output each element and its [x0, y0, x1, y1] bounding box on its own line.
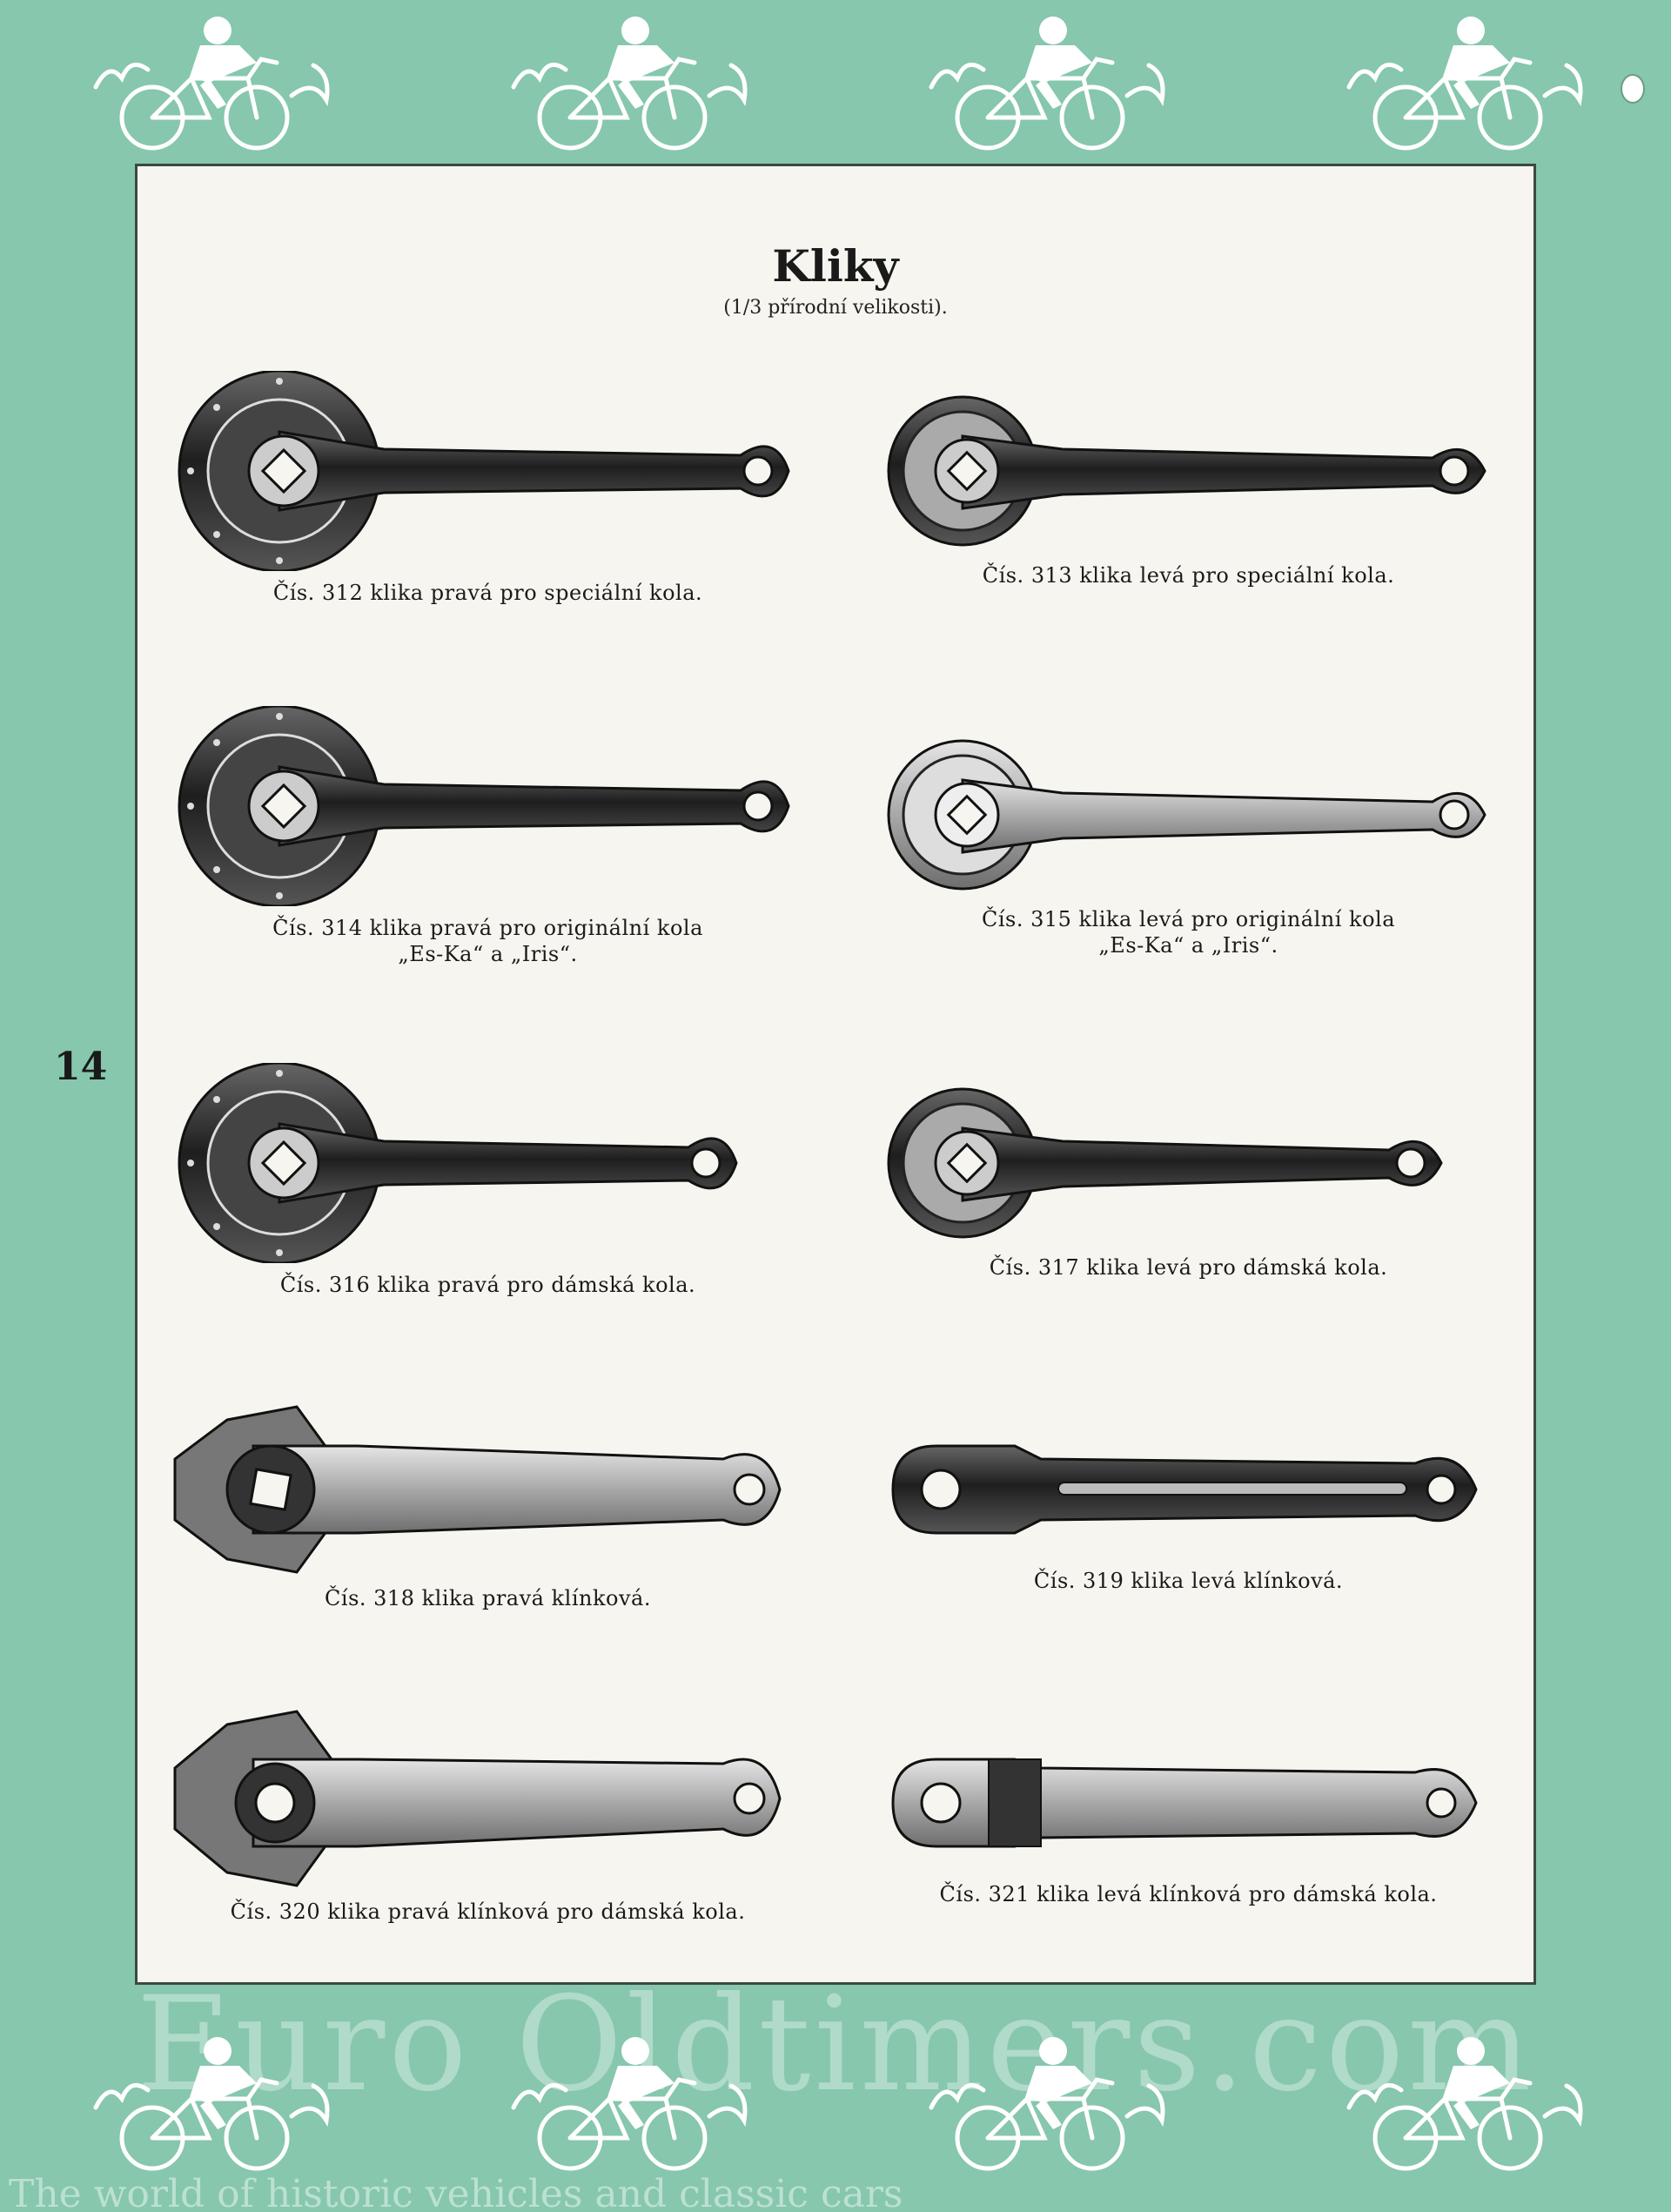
- catalog-item: [838, 1080, 1539, 1281]
- cyclist-illustration-icon: [496, 9, 757, 157]
- crank-left-round-icon: [876, 1080, 1502, 1246]
- crank-right-disc-icon: [166, 371, 810, 571]
- catalog-item: [138, 1707, 838, 1925]
- item-caption: [138, 915, 838, 967]
- catalog-item: [138, 1402, 838, 1611]
- item-caption: [838, 906, 1539, 958]
- watermark-tagline: The world of historic vehicles and classic cars: [9, 2172, 903, 2212]
- catalog-item: [138, 371, 838, 606]
- catalog-item: [838, 1733, 1539, 1907]
- crank-left-round-icon: [876, 388, 1502, 554]
- page-subtitle: (1/3 přírodní velikosti).: [723, 297, 948, 319]
- crank-right-cotter-icon: [166, 1707, 810, 1890]
- page-title: Kliky: [772, 240, 899, 292]
- item-caption: Čís. 316 klika pravá pro dámská kola.: [279, 1273, 696, 1297]
- crank-right-disc-icon: [166, 1063, 810, 1263]
- item-caption: Čís. 317 klika levá pro dámská kola.: [989, 1255, 1388, 1280]
- item-caption: Čís. 318 klika pravá klínková.: [325, 1586, 651, 1610]
- item-caption: Čís. 319 klika levá klínková.: [1033, 1569, 1344, 1593]
- catalog-panel: [135, 164, 1536, 1985]
- item-caption: Čís. 321 klika levá klínková pro dámská kola.: [939, 1882, 1438, 1906]
- catalog-item: [138, 1063, 838, 1298]
- catalog-item: [838, 1420, 1539, 1594]
- cyclist-illustration-icon: [914, 9, 1175, 157]
- catalog-item: [838, 388, 1539, 588]
- catalog-item: [838, 732, 1539, 958]
- decorative-border-top: [0, 0, 1671, 165]
- item-caption: Čís. 312 klika pravá pro speciální kola.: [272, 581, 703, 605]
- watermark: Euro Oldtimers.com: [136, 1969, 1535, 2121]
- item-caption: Čís. 313 klika levá pro speciální kola.: [982, 563, 1395, 588]
- crank-left-cotter-icon: [876, 1420, 1502, 1559]
- caption-line: Čís. 314 klika pravá pro originální kola: [272, 916, 703, 940]
- crank-right-cotter-icon: [166, 1402, 810, 1577]
- crank-left-round-icon: [876, 732, 1502, 898]
- crank-right-disc-icon: [166, 706, 810, 906]
- cyclist-illustration-icon: [78, 9, 339, 157]
- caption-line: „Es-Ka“ a „Iris“.: [398, 942, 578, 966]
- page-number: 14: [54, 1045, 108, 1089]
- cyclist-illustration-icon: [1332, 9, 1593, 157]
- crank-left-cotter-icon: [876, 1733, 1502, 1872]
- punch-hole: [1621, 74, 1645, 104]
- catalog-item: [138, 706, 838, 967]
- caption-line: Čís. 315 klika levá pro originální kola: [981, 907, 1396, 931]
- caption-line: „Es-Ka“ a „Iris“.: [1098, 933, 1278, 958]
- item-caption: Čís. 320 klika pravá klínková pro dámská kola.: [230, 1899, 746, 1924]
